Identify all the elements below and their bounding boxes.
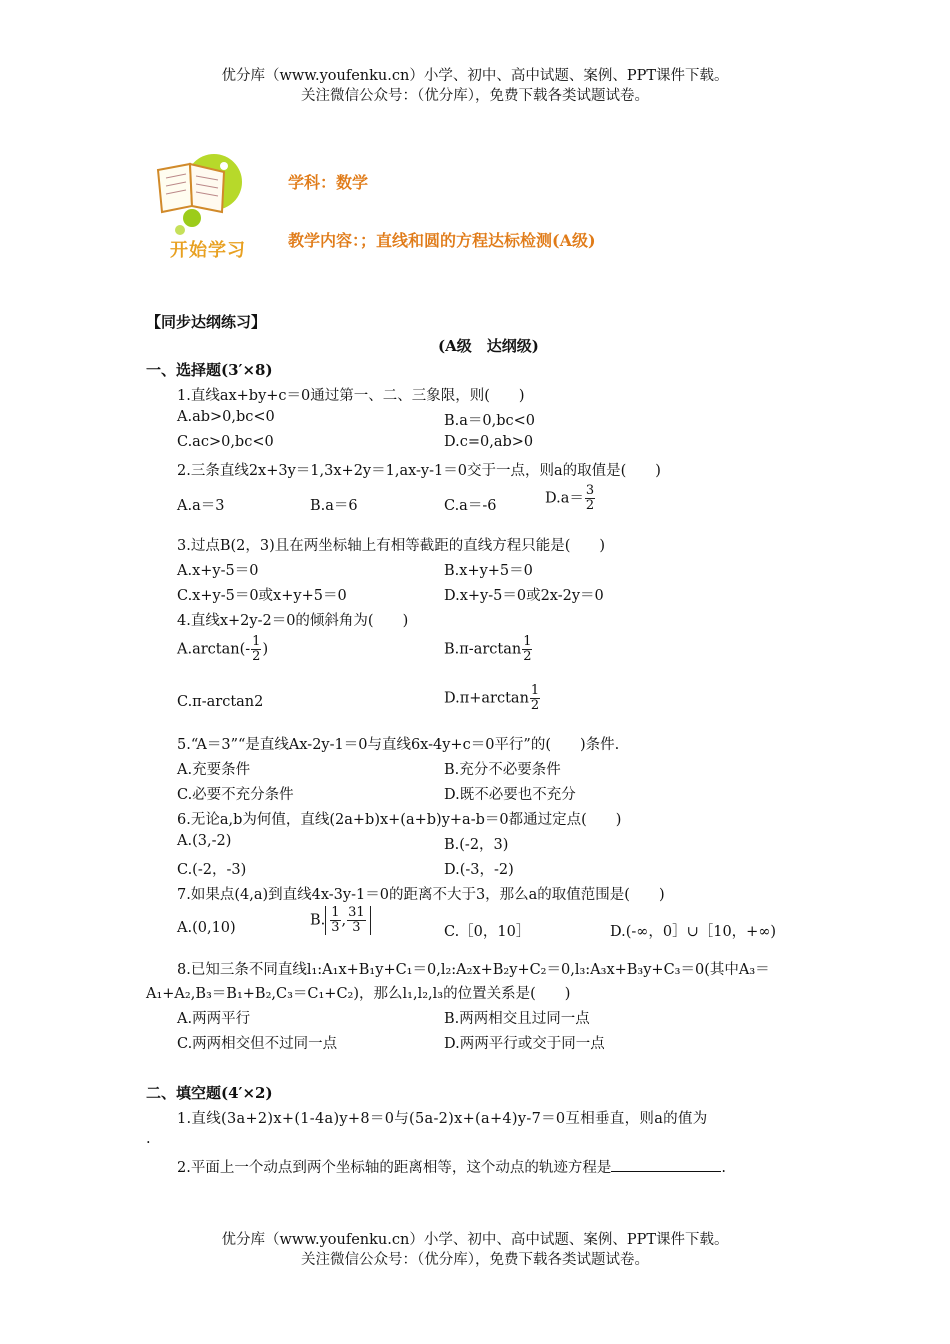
fill-q2-text: 2.平面上一个动点到两个坐标轴的距离相等，这个动点的轨迹方程是 — [177, 1160, 612, 1176]
frac-den: 2 — [585, 498, 595, 513]
q7-b-sep: , — [341, 912, 347, 929]
fraction — [585, 484, 595, 513]
q1-option-b: B.a＝0,bc<0 — [444, 413, 536, 429]
q4-option-c: C.π-arctan2 — [177, 694, 264, 710]
frac-num: 3 — [585, 483, 595, 498]
frac-den: 2 — [530, 698, 540, 713]
fill-q1-end: . — [146, 1131, 151, 1147]
q6-option-d: D.(-3，-2) — [444, 862, 514, 878]
fill-q2-end: . — [721, 1160, 726, 1176]
frac-num: 1 — [252, 634, 261, 649]
q4-a-post: ) — [262, 641, 269, 658]
section-label: 【同步达纲练习】 — [146, 313, 267, 331]
q4-stem: 4.直线x+2y-2＝0的倾斜角为( ) — [177, 613, 409, 629]
q7-option-d: D.(-∞，0］∪［10，+∞) — [610, 924, 777, 940]
q1-stem: 1.直线ax+by+c＝0通过第一、二、三象限，则( ) — [177, 388, 525, 404]
q2-stem: 2.三条直线2x+3y＝1,3x+2y＝1,ax-y-1＝0交于一点，则a的取值是( ) — [177, 463, 661, 479]
q2-option-b: B.a＝6 — [310, 498, 358, 514]
level-label: (A级 达纲级) — [438, 337, 539, 355]
q3-option-a: A.x+y-5＝0 — [177, 563, 259, 579]
start-learning-logo — [148, 148, 258, 260]
q4-option-b — [444, 635, 533, 664]
closed-interval — [325, 906, 370, 935]
frac-num: 1 — [523, 634, 532, 649]
footer-line-2: 关注微信公众号：（优分库），免费下载各类试题试卷。 — [301, 1252, 649, 1268]
fill-q1: 1.直线(3a+2)x+(1-4a)y+8＝0与(5a-2)x+(a+4)y-7＝0互相垂直，则a的值为 — [177, 1111, 708, 1127]
q3-option-b: B.x+y+5＝0 — [444, 563, 533, 579]
subject-title: 学科：数学 — [288, 173, 369, 192]
q2-option-d-label: D.a＝ — [545, 490, 584, 507]
fraction — [330, 906, 340, 935]
q4-option-a — [177, 635, 268, 664]
q4-d-pre: D.π+arctan — [444, 690, 529, 707]
q4-b-pre: B.π-arctan — [444, 641, 522, 658]
q2-option-d — [545, 484, 596, 513]
q8-option-c: C.两两相交但不过同一点 — [177, 1036, 338, 1052]
q5-option-b: B.充分不必要条件 — [444, 762, 561, 778]
q3-option-c: C.x+y-5＝0或x+y+5＝0 — [177, 588, 347, 604]
q8-option-a: A.两两平行 — [177, 1011, 251, 1027]
q8-option-d: D.两两平行或交于同一点 — [444, 1036, 605, 1052]
fraction — [251, 635, 261, 664]
part1-heading: 一、选择题(3′×8) — [146, 361, 273, 379]
q7-stem: 7.如果点(4,a)到直线4x-3y-1＝0的距离不大于3，那么a的取值范围是( ) — [177, 887, 665, 903]
q5-stem: 5.“A＝3”“是直线Ax-2y-1＝0与直线6x-4y+c＝0平行”的( )条件. — [177, 737, 620, 753]
q7-option-a: A.(0,10) — [177, 920, 236, 936]
header-line-2: 关注微信公众号：（优分库），免费下载各类试题试卷。 — [301, 88, 649, 104]
frac-den: 2 — [523, 649, 532, 664]
logo-text: 开始学习 — [170, 240, 246, 261]
q8-line-2: A₁+A₂,B₃＝B₁+B₂,C₃＝C₁+C₂)，那么l₁,l₂,l₃的位置关系是( ) — [146, 986, 571, 1002]
q6-option-c: C.(-2，-3) — [177, 862, 247, 878]
frac-num: 1 — [331, 905, 340, 920]
frac-num: 31 — [348, 905, 365, 920]
q1-option-d: D.c=0,ab>0 — [444, 434, 534, 450]
q1-option-c: C.ac>0,bc<0 — [177, 434, 274, 450]
q2-option-a: A.a＝3 — [177, 498, 225, 514]
answer-blank[interactable] — [611, 1157, 721, 1172]
q6-stem: 6.无论a,b为何值，直线(2a+b)x+(a+b)y+a-b＝0都通过定点( ) — [177, 812, 622, 828]
q1-option-a: A.ab>0,bc<0 — [177, 409, 275, 425]
fraction — [522, 635, 532, 664]
content-title: 教学内容：；直线和圆的方程达标检测(A级) — [288, 231, 596, 250]
q8-option-b: B.两两相交且过同一点 — [444, 1011, 590, 1027]
q8-line-1: 8.已知三条不同直线l₁:A₁x+B₁y+C₁＝0,l₂:A₂x+B₂y+C₂＝0,l₃:A₃x+B₃y+C₃＝0(其中A₃＝ — [177, 962, 770, 978]
header-line-1: 优分库（www.youfenku.cn）小学、初中、高中试题、案例、PPT课件下载。 — [221, 68, 729, 84]
part2-heading: 二、填空题(4′×2) — [146, 1084, 273, 1102]
frac-den: 3 — [331, 920, 340, 935]
fraction — [347, 906, 366, 935]
q6-option-b: B.(-2，3) — [444, 837, 509, 853]
q6-option-a: A.(3,-2) — [177, 833, 232, 849]
q2-option-c: C.a＝-6 — [444, 498, 497, 514]
q5-option-a: A.充要条件 — [177, 762, 251, 778]
fill-q2 — [177, 1156, 726, 1177]
frac-den: 3 — [352, 920, 361, 935]
fraction — [530, 684, 540, 713]
q7-option-c: C.［0，10］ — [444, 924, 531, 940]
frac-num: 1 — [530, 683, 540, 698]
frac-den: 2 — [252, 649, 261, 664]
q4-option-d — [444, 684, 541, 713]
footer-line-1: 优分库（www.youfenku.cn）小学、初中、高中试题、案例、PPT课件下载。 — [221, 1232, 729, 1248]
q5-option-c: C.必要不充分条件 — [177, 787, 294, 803]
q4-a-pre: A.arctan(- — [177, 641, 251, 658]
q7-b-pre: B. — [310, 912, 326, 929]
q7-option-b — [310, 906, 371, 935]
q3-option-d: D.x+y-5＝0或2x-2y＝0 — [444, 588, 604, 604]
q3-stem: 3.过点B(2，3)且在两坐标轴上有相等截距的直线方程只能是( ) — [177, 538, 606, 554]
q5-option-d: D.既不必要也不充分 — [444, 787, 576, 803]
